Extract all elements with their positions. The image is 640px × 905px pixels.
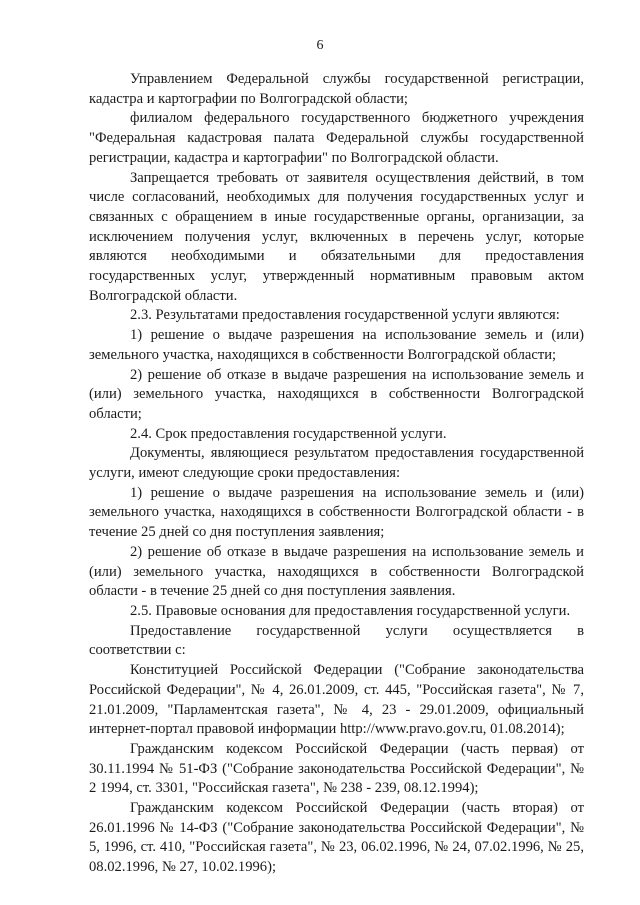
paragraph-rosreestr: Управлением Федеральной службы государственной регистрации, кадастра и картографии по Волгоградской области; [89, 71, 584, 107]
document-body [89, 70, 584, 878]
term-item-1: 1) решение о выдаче разрешения на использование земель и (или) земельного участка, находящихся в собственности Волгоградской области - в течение 25 дней со дня поступления заявления; [89, 484, 584, 541]
legal-ref-civil-code-part-1: Гражданским кодексом Российской Федерации (часть первая) от 30.11.1994 № 51-ФЗ ("Собрание законодательства Российской Федерации", № 2 1994, ст. 3301, "Российская газета", № 238 - 239, 08.12.1994); [89, 740, 584, 797]
page-number: 6 [316, 38, 324, 53]
section-2-4-heading: 2.4. Срок предоставления государственной услуги. [130, 425, 447, 442]
paragraph-prohibition: Запрещается требовать от заявителя осуществления действий, в том числе согласований, необходимых для получения государственных услуг и связанных с обращением в иные государственные органы, организации, за исключением получения услуг, включенных в перечень услуг, которые являются необходимыми и обязательными для предоставления государственных услуг, утвержденный нормативным правовым актом Волгоградской области. [89, 169, 584, 304]
term-item-2: 2) решение об отказе в выдаче разрешения на использование земель и (или) земельного участка, находящихся в собственности Волгоградской области - в течение 25 дней со дня поступления заявления. [89, 543, 584, 600]
paragraph-documents-terms: Документы, являющиеся результатом предоставления государственной услуги, имеют следующие сроки предоставления: [89, 445, 584, 482]
legal-ref-constitution: Конституцией Российской Федерации ("Собрание законодательства Российской Федерации", № 4, 26.01.2009, ст. 445, "Российская газета", № 7, 21.01.2009, "Парламентская газета", № 4, 23 - 29.01.2009, официальный интернет-портал правовой информации http://www.pravo.gov.ru, 01.08.2014); [89, 662, 584, 738]
paragraph-provision-basis: Предоставление государственной услуги осуществляется в соответствии с: [89, 622, 584, 659]
legal-ref-civil-code-part-2: Гражданским кодексом Российской Федерации (часть вторая) от 26.01.1996 № 14-ФЗ ("Собрание законодательства Российской Федерации", № 5, 1996, ст. 410, "Российская газета", № 23, 06.02.1996, № 24, 07.02.1996, № 25, 08.02.1996, № 27, 10.02.1996); [89, 800, 584, 876]
section-2-5-heading: 2.5. Правовые основания для предоставления государственной услуги. [130, 602, 571, 619]
paragraph-cadastral-chamber: филиалом федерального государственного бюджетного учреждения "Федеральная кадастровая палата Федеральной службы государственной регистрации, кадастра и картографии" по Волгоградской области. [89, 110, 584, 166]
section-2-3-heading: 2.3. Результатами предоставления государственной услуги являются: [130, 307, 560, 324]
result-item-2: 2) решение об отказе в выдаче разрешения на использование земель и (или) земельного участка, находящихся в собственности Волгоградской области; [89, 366, 584, 422]
result-item-1: 1) решение о выдаче разрешения на использование земель и (или) земельного участка, находящихся в собственности Волгоградской области; [89, 327, 584, 363]
